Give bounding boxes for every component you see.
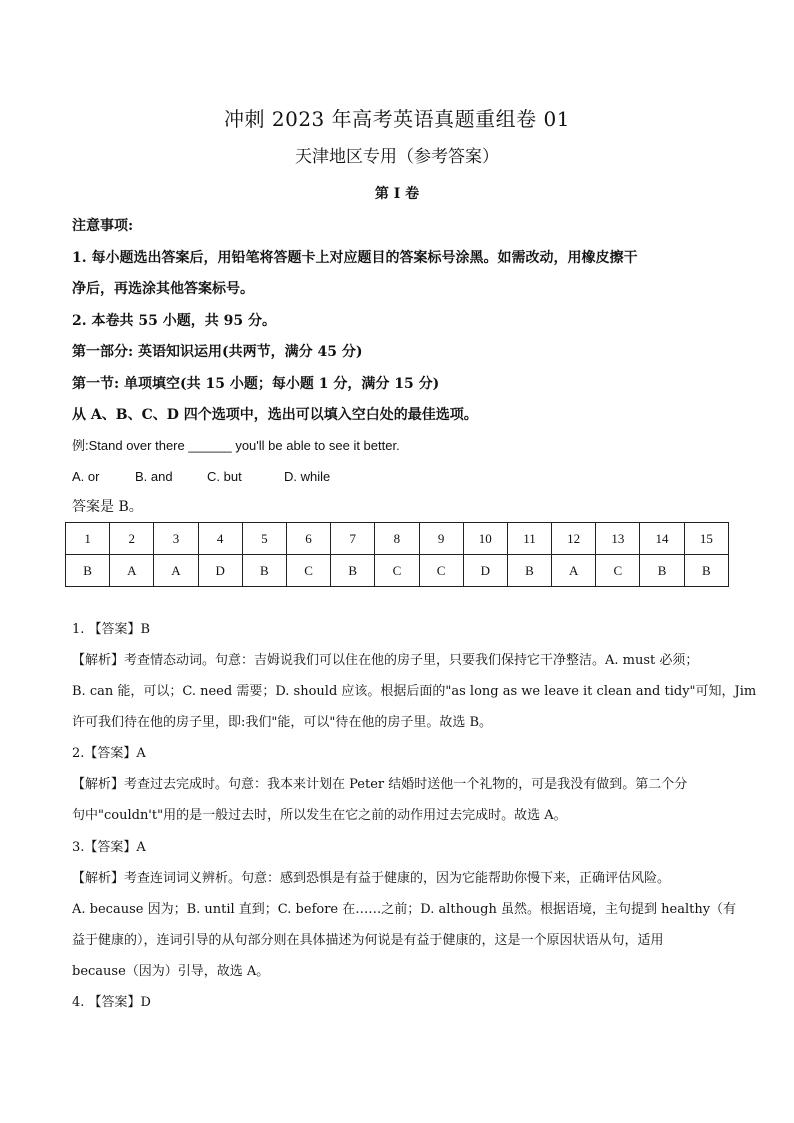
example-option-d: D. while (284, 469, 331, 484)
answer-cell: B (66, 555, 110, 587)
q3-explanation-line-4: because（因为）引导，故选 A。 (72, 964, 270, 979)
answer-cell: D (463, 555, 507, 587)
answer-table-answer-row (66, 555, 729, 587)
example-option-c: C. but (207, 469, 242, 484)
example-question: 例:Stand over there ______ you'll be able to see it better. (72, 438, 400, 453)
answer-cell: B (640, 555, 684, 587)
answer-cell: A (552, 555, 596, 587)
question-number-cell: 8 (375, 523, 419, 555)
document-title: 冲刺 2023 年高考英语真题重组卷 01 (224, 107, 570, 131)
question-number-cell: 14 (640, 523, 684, 555)
section-instruction: 从 A、B、C、D 四个选项中，选出可以填入空白处的最佳选项。 (72, 407, 478, 423)
q1-explanation-line-2: B. can 能，可以；C. need 需要；D. should 应该。根据后面的"as long as we leave it clean and tidy"可知，Jim (72, 684, 757, 699)
answer-cell: D (198, 555, 242, 587)
answer-cell: A (154, 555, 198, 587)
answer-cell: C (596, 555, 640, 587)
question-number-cell: 1 (66, 523, 110, 555)
answer-cell: C (419, 555, 463, 587)
answer-table-number-row (66, 523, 729, 555)
notice-heading: 注意事项: (72, 218, 134, 234)
q4-answer-heading: 4. 【答案】D (72, 995, 151, 1010)
q3-answer-heading: 3.【答案】A (72, 840, 146, 855)
q2-explanation-line-1: 【解析】考查过去完成时。句意：我本来计划在 Peter 结婚时送他一个礼物的，可是我没有做到。第二个分 (72, 777, 688, 792)
notice-item-1-line-2: 净后，再选涂其他答案标号。 (72, 281, 254, 297)
question-number-cell: 4 (198, 523, 242, 555)
q2-answer-heading: 2.【答案】A (72, 746, 146, 761)
example-option-b: B. and (135, 469, 173, 484)
part-1-heading: 第一部分: 英语知识运用(共两节，满分 45 分) (72, 344, 363, 360)
question-number-cell: 2 (110, 523, 154, 555)
question-number-cell: 11 (507, 523, 551, 555)
q3-explanation-line-3: 益于健康的），连词引导的从句部分则在具体描述为何说是有益于健康的，这是一个原因状语从句，适用 (72, 933, 664, 948)
answer-cell: A (110, 555, 154, 587)
question-number-cell: 7 (331, 523, 375, 555)
q3-explanation-line-1: 【解析】考查连词词义辨析。句意：感到恐惧是有益于健康的，因为它能帮助你慢下来，正确评估风险。 (72, 871, 671, 886)
question-number-cell: 10 (463, 523, 507, 555)
example-options (72, 467, 732, 487)
q3-explanation-line-2: A. because 因为；B. until 直到；C. before 在……之前；D. although 虽然。根据语境，主句提到 healthy（有 (72, 902, 737, 917)
question-number-cell: 13 (596, 523, 640, 555)
question-number-cell: 12 (552, 523, 596, 555)
section-1-heading: 第一节: 单项填空(共 15 小题；每小题 1 分，满分 15 分) (72, 376, 440, 392)
q1-answer-heading: 1. 【答案】B (72, 622, 151, 637)
answer-cell: C (375, 555, 419, 587)
notice-item-1-line-1: 1. 每小题选出答案后，用铅笔将答题卡上对应题目的答案标号涂黑。如需改动，用橡皮擦干 (72, 250, 638, 266)
volume-label: 第 I 卷 (374, 186, 420, 202)
q2-explanation-line-2: 句中"couldn't"用的是一般过去时，所以发生在它之前的动作用过去完成时。故选 A。 (72, 808, 567, 823)
answer-cell: C (286, 555, 330, 587)
example-answer: 答案是 B。 (72, 499, 143, 515)
answer-cell: B (507, 555, 551, 587)
answer-table (65, 522, 729, 587)
question-number-cell: 15 (684, 523, 728, 555)
answer-cell: B (242, 555, 286, 587)
example-option-a: A. or (72, 469, 100, 484)
question-number-cell: 3 (154, 523, 198, 555)
question-number-cell: 6 (286, 523, 330, 555)
notice-item-2: 2. 本卷共 55 小题，共 95 分。 (72, 313, 276, 329)
question-number-cell: 5 (242, 523, 286, 555)
question-number-cell: 9 (419, 523, 463, 555)
answer-cell: B (331, 555, 375, 587)
document-subtitle: 天津地区专用（参考答案） (295, 147, 499, 167)
answer-cell: B (684, 555, 728, 587)
q1-explanation-line-3: 许可我们待在他的房子里，即:我们"能，可以"待在他的房子里。故选 B。 (72, 715, 493, 730)
q1-explanation-line-1: 【解析】考查情态动词。句意：吉姆说我们可以住在他的房子里，只要我们保持它干净整洁。A. must 必须； (72, 653, 699, 668)
